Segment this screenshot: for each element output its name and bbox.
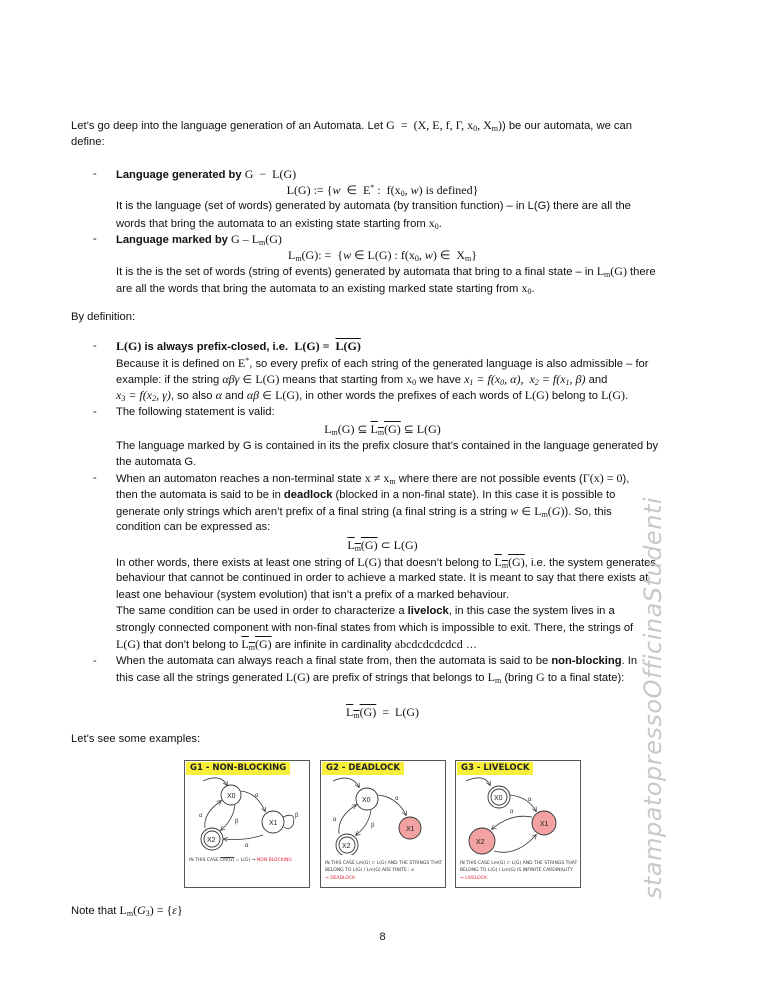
svg-text:α: α bbox=[255, 793, 259, 799]
svg-text:α: α bbox=[528, 797, 532, 803]
title-math: G – $L_m(G)$ bbox=[231, 232, 282, 247]
formula-language-generated: L(G) := {w ∈ E* : $f(x_0$, w) is defined} bbox=[286, 183, 479, 198]
intro-line-2: define: bbox=[71, 136, 105, 148]
bullet-dash: - bbox=[93, 233, 97, 245]
bullet-dash: - bbox=[93, 406, 97, 418]
deadlock-line-7: least one behaviour (system evolution) that isn’t a prefix of a marked behaviour. bbox=[116, 589, 510, 601]
figure-g3-livelock bbox=[455, 760, 581, 888]
state-label: X2 bbox=[207, 837, 216, 844]
automaton-tuple: G = (X, E, f, Γ, $x_0$, $X_m$) bbox=[386, 118, 502, 133]
livelock-term: livelock bbox=[407, 605, 449, 617]
state-label: X1 bbox=[540, 821, 549, 828]
svg-text:α: α bbox=[245, 843, 249, 849]
svg-text:α: α bbox=[395, 796, 399, 802]
figure-title: G3 - LIVELOCK bbox=[457, 762, 533, 775]
state-label: X0 bbox=[494, 795, 503, 802]
deadlock-line-6: behaviour that cannot be continued in order to achieve a marked state. It is meant to say that there exists at bbox=[116, 572, 649, 584]
intro-text-end: ) be our automata, we can bbox=[501, 120, 632, 132]
page-number: 8 bbox=[379, 931, 386, 943]
item-language-generated-desc-2: words that bring the automata to an existing state starting from $x_0$. bbox=[116, 216, 442, 231]
figure-title: G2 - DEADLOCK bbox=[322, 762, 404, 775]
state-label: X0 bbox=[362, 797, 371, 804]
svg-text:α: α bbox=[510, 809, 514, 815]
formula-deadlock: $L_m(G)$ ⊂ L(G) bbox=[347, 538, 418, 553]
deadlock-line-1: When an automaton reaches a non-terminal state $x \ne x_m$ where there are not possible events (Γ(x) = 0), bbox=[116, 471, 630, 486]
deadlock-line-4: condition can be expressed as: bbox=[116, 521, 271, 533]
note-line: Note that $L_m(G_3) = \{\varepsilon\}$ bbox=[71, 903, 183, 918]
bullet-dash: - bbox=[93, 340, 97, 352]
figure-g2-deadlock bbox=[320, 760, 446, 888]
state-label: X0 bbox=[227, 793, 236, 800]
state-label: X2 bbox=[342, 843, 351, 850]
livelock-line-1: The same condition can be used in order to characterize a livelock, in this case the system lives in a bbox=[116, 605, 615, 617]
item-language-marked-title bbox=[116, 231, 282, 248]
statement-line-2: the automata G. bbox=[116, 456, 197, 468]
figure-caption-3: ⇒ LIVELOCK bbox=[460, 876, 487, 881]
state-label: X1 bbox=[269, 820, 278, 827]
item-language-marked-desc-1: It is the is the set of words (string of events) generated by automata that bring to a final state – in $L_m(G)$ there bbox=[116, 264, 656, 279]
svg-text:β: β bbox=[235, 819, 239, 825]
bullet-dash: - bbox=[93, 472, 97, 484]
automaton-diagram bbox=[456, 775, 580, 855]
svg-text:α: α bbox=[333, 817, 337, 823]
nonblocking-line-2: this case all the strings generated L(G) are prefix of strings that belongs to $L_m$ (bring G to a final state): bbox=[116, 670, 625, 685]
intro-line-1 bbox=[71, 117, 632, 134]
intro-text: Let’s go deep into the language generation of an Automata. Let bbox=[71, 120, 387, 132]
figure-title: G1 - NON-BLOCKING bbox=[186, 762, 290, 775]
deadlock-line-2: then the automata is said to be in deadlock (blocked in a non-final state). In this case it is possible to bbox=[116, 489, 616, 501]
bullet-dash: - bbox=[93, 168, 97, 180]
item-language-generated-desc-1: It is the language (set of words) generated by automata (by transition function) – in L(G) there are all the bbox=[116, 200, 631, 212]
item-language-generated-title bbox=[116, 166, 296, 183]
livelock-line-2: strongly connected component with non-final states from which is impossible to exit. There, the strings of bbox=[116, 622, 634, 634]
formula-nonblocking: $L_m(G) = L(G)$ bbox=[345, 705, 419, 720]
prefix-closed-line-1: Because it is defined on E*, so every prefix of each string of the generated language is also admissible – for bbox=[116, 356, 649, 370]
state-label: X1 bbox=[406, 826, 415, 833]
figure-caption-3: ⇒ DEADLOCK bbox=[325, 876, 356, 881]
by-definition-label: By definition: bbox=[71, 311, 136, 323]
figure-caption-1: IN THIS CASE Lm(G) ⊂ L(G) AND THE STRINGS THAT bbox=[325, 861, 443, 866]
watermark-text: stampatopressoOfficinaStudenti bbox=[639, 496, 667, 899]
nonblocking-line-1: When the automata can always reach a final state from, then the automata is said to be non-blocking. In bbox=[116, 655, 638, 667]
prefix-closed-title: L(G) is always prefix-closed, i.e. L(G) = L(G) bbox=[116, 339, 361, 353]
svg-text:β: β bbox=[295, 813, 299, 819]
prefix-closed-line-2: example: if the string αβγ ∈ L(G) means that starting from $x_0$ we have $x_1 = f(x_0$, α), $x_2 = f(x_1$, β) and bbox=[116, 372, 608, 387]
figure-caption-1: IN THIS CASE Lm(G) ⊂ L(G) AND THE STRINGS THAT bbox=[460, 861, 578, 866]
bullet-dash: - bbox=[93, 655, 97, 667]
figure-caption-2: BELONG TO L(G) / Lm(G) IS INFINITE CARDINALITY bbox=[460, 868, 573, 873]
statement-line-1: The language marked by G is contained in its the prefix closure that’s contained in the language generated by bbox=[116, 440, 659, 452]
formula-inclusion-chain: $L_m(G)$ ⊆ $L_m(G)$ ⊆ L(G) bbox=[324, 422, 441, 437]
automaton-diagram bbox=[185, 775, 309, 855]
deadlock-line-5: In other words, there exists at least one string of L(G) that doesn’t belong to $L_m(G)$, i.e. the system generates bbox=[116, 555, 656, 570]
formula-language-marked: $L_m(G)$: = {w ∈ L(G) : $f(x_0$, w) ∈ $X_m$} bbox=[287, 248, 478, 263]
figure-g1-non-blocking bbox=[184, 760, 310, 888]
figure-caption-2: BELONG TO L(G) / Lm(G) ARE FINITE : a bbox=[325, 868, 414, 873]
bold-label: Language marked by bbox=[116, 234, 232, 246]
deadlock-term: deadlock bbox=[283, 489, 333, 501]
watermark bbox=[638, 496, 668, 899]
statement-title: The following statement is valid: bbox=[116, 406, 275, 418]
bold-label: Language generated by bbox=[116, 169, 245, 181]
svg-text:β: β bbox=[371, 823, 375, 829]
automaton-diagram bbox=[321, 775, 445, 855]
item-language-marked-desc-2: are all the words that bring the automata to an existing marked state starting from $x_0$. bbox=[116, 281, 535, 296]
prefix-closed-line-3: $x_3 = f(x_2$, γ), so also α and αβ ∈ L(G), in other words the prefixes of each words of L(G) belong to L(G). bbox=[116, 388, 629, 403]
examples-label: Let’s see some examples: bbox=[71, 733, 201, 745]
nonblocking-term: non-blocking bbox=[551, 655, 622, 667]
svg-text:α: α bbox=[199, 813, 203, 819]
livelock-line-3: L(G) that don’t belong to $L_m(G)$ are infinite in cardinality abcdcdcdcdcd … bbox=[116, 637, 478, 652]
figure-caption: IN THIS CASE Lm(G) = L(G) ⇒ NON BLOCKING bbox=[189, 858, 292, 863]
deadlock-line-3: generate only strings which aren’t prefix of a final string (a final string is a string w ∈ $L_m(G)$). So, this bbox=[116, 504, 612, 519]
title-math: G − L(G) bbox=[244, 167, 297, 181]
state-label: X2 bbox=[476, 839, 485, 846]
